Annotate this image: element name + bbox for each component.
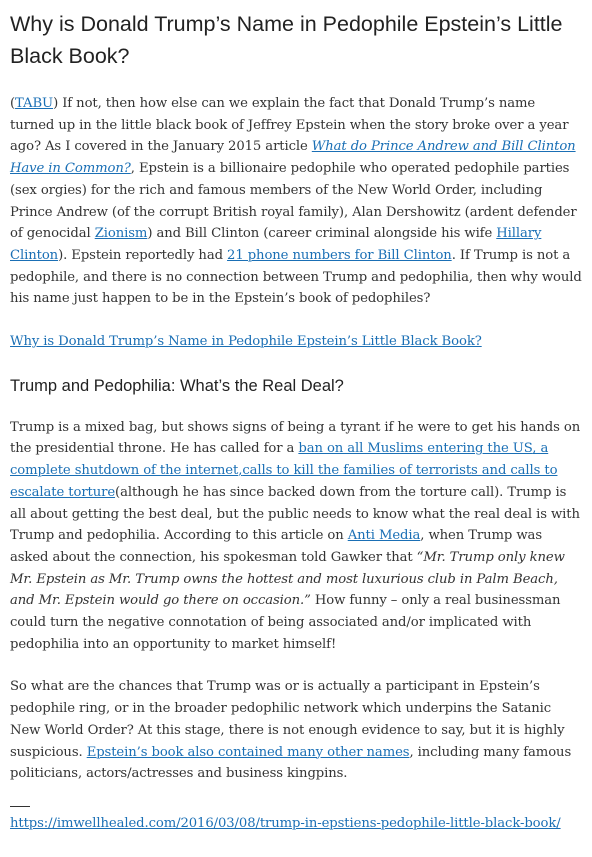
link-separator: , — [532, 441, 541, 457]
p2-text-4: How funny – only a real businessman could turn the negative connotation of being associated and/or implicated with pedophilia into an opportunity to market himself! — [10, 593, 561, 652]
title-link[interactable]: Why is Donald Trump’s Name in Pedophile Epstein’s Little Black Book? — [10, 334, 482, 350]
intro-text-1: If not, then how else can we explain the fact that Donald Trump’s name turned up in the little black book of Jeffrey Epstein when the story broke over a year ago? As I covered in the January 2015 article — [10, 96, 569, 155]
phone-numbers-link[interactable]: 21 phone numbers for Bill Clinton — [227, 247, 452, 263]
p2-text-1: Trump is a mixed bag, but shows signs of being a tyrant if he were to get his hands on the presidential throne. He has called for a — [10, 419, 581, 457]
intro-text-5: . If Trump is not a pedophile, and there is no connection between Trump and pedophilia, then why would his name just happen to be in the Epstein’s book of pedophiles? — [10, 247, 582, 307]
source-paragraph — [10, 813, 582, 835]
p3-text-1: So what are the chances that Trump was or is actually a participant in Epstein’s pedophile ring, or in the broader pedophilic network which underpins the Satanic New World Order? At this stage, there is not enough evidence to say, but it is highly suspicious. — [10, 679, 565, 760]
intro-text-2: , Epstein is a billionaire pedophile who operated pedophile parties (sex orgies) for the rich and famous members of the New World Order, including Prince Andrew (of the corrupt British royal family), Alan Dershowitz (ardent defender of genocidal — [10, 161, 577, 242]
section-heading: Trump and Pedophilia: What’s the Real Deal? — [10, 376, 344, 395]
tabu-link[interactable]: TABU — [15, 96, 54, 111]
internet-shutdown-link[interactable]: a complete shutdown of the internet — [10, 441, 549, 479]
trump-paragraph — [10, 417, 582, 656]
muslim-ban-link[interactable]: ban on all Muslims entering the US — [298, 441, 533, 457]
kill-families-link[interactable]: calls to kill the families of terrorists and calls to escalate torture — [10, 463, 558, 500]
article-title: Why is Donald Trump’s Name in Pedophile Epstein’s Little Black Book? — [10, 12, 563, 68]
zionism-link[interactable]: Zionism — [94, 226, 148, 242]
epstein-book-link[interactable]: Epstein’s book also contained many other names — [86, 744, 410, 760]
chances-paragraph — [10, 676, 582, 785]
p2-text-3: , when Trump was asked about the connection, his spokesman told Gawker that — [10, 528, 542, 565]
link-separator: , — [238, 463, 243, 479]
p2-text-2: (although he has since backed down from the torture call). Trump is all about getting the best deal, but the public needs to know what the real deal is with Trump and pedophilia. According to this article on — [10, 484, 580, 544]
anti-media-link[interactable]: Anti Media — [347, 528, 421, 544]
intro-paragraph: (TABU) If not, then how else can we explain the fact that Donald Trump’s name turned up in the little black book of Jeffrey Epstein when the story broke over a year ago? As I covered in the January 2015 article What do Prince Andrew and Bill Clinton Have in Common?, Epstein is a billionaire pedophile who operated pedophile parties (sex orgies) for the rich and famous members of the New World Order, including Prince Andrew (of the corrupt British royal family), Alan Dershowitz (ardent defender of genocidal Zionism) and Bill Clinton (career criminal alongside his wife Hillary Clinton). Epstein reportedly had 21 phone numbers for Bill Clinton. If Trump is not a pedophile, and there is no connection between Trump and pedophilia, then why would his name just happen to be in the Epstein’s book of pedophiles? — [10, 96, 582, 307]
spokesman-quote: “Mr. Trump only knew Mr. Epstein as Mr. Trump owns the hottest and most luxurious club in Palm Beach, and Mr. Epstein would go there on occasion.” — [10, 549, 565, 609]
intro-text-4: ). Epstein reportedly had — [58, 247, 228, 263]
source-url-link[interactable]: https://imwellhealed.com/2016/03/08/trump-in-epstiens-pedophile-little-black-book/ — [10, 815, 561, 831]
article-link-text: What do Prince Andrew and Bill Clinton Have in Common? — [10, 139, 576, 177]
intro-text-3: ) and Bill Clinton (career criminal alongside his wife — [147, 226, 497, 242]
title-link-paragraph — [10, 331, 582, 353]
divider — [10, 806, 30, 807]
hillary-clinton-link[interactable]: Hillary Clinton — [10, 226, 542, 263]
p3-text-2: , including many famous politicians, actors/actresses and business kingpins. — [10, 744, 572, 782]
